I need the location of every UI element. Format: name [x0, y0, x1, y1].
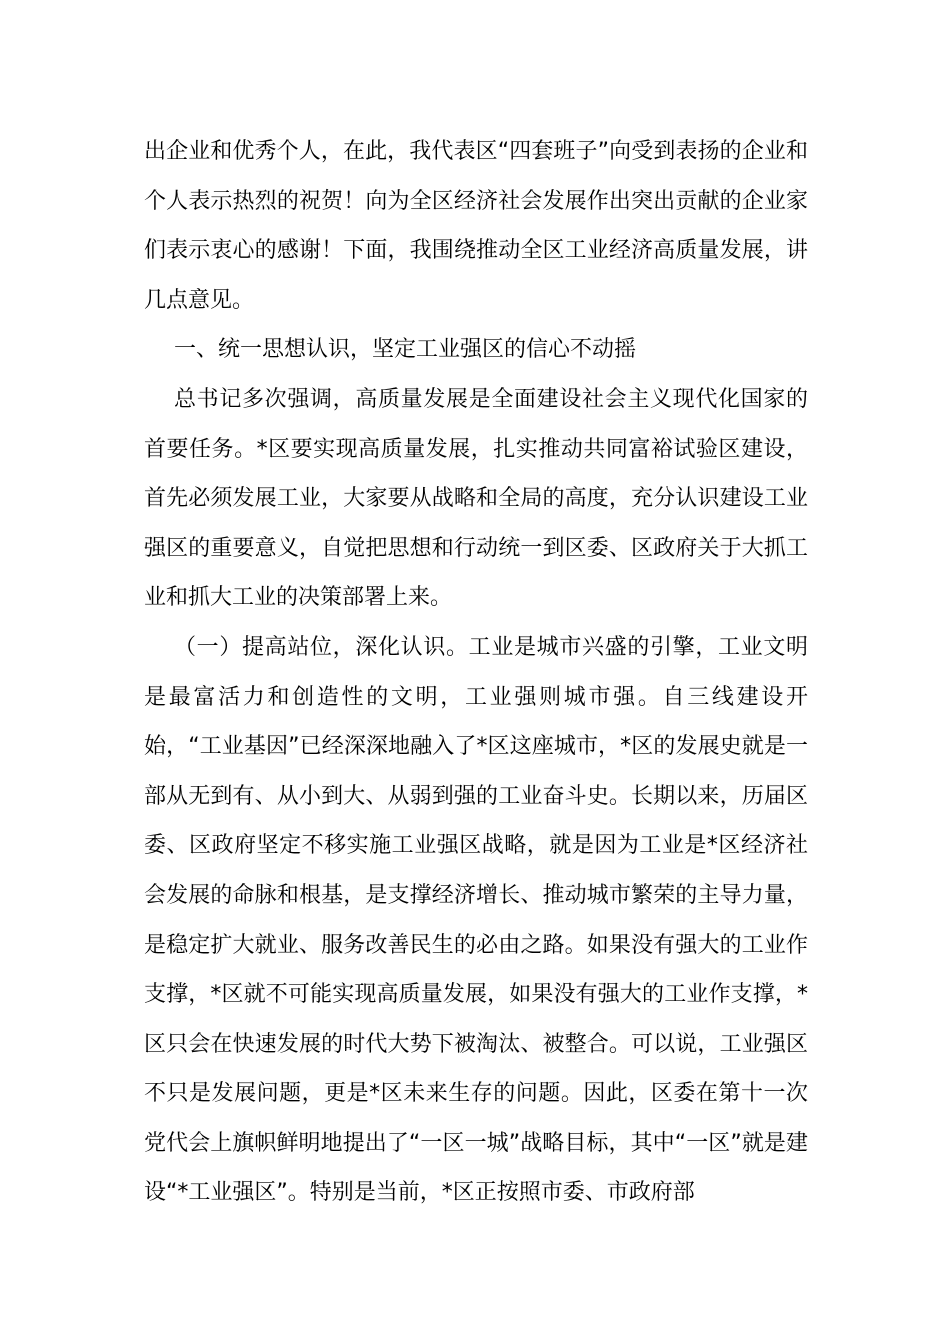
paragraph-body-subsection: （一）提高站位，深化认识。工业是城市兴盛的引擎，工业文明是最富活力和创造性的文明，工业强则城市强。自三线建设开始，“工业基因”已经深深地融入了*区这座城市，*区的发展史就是一部从无到有、从小到大、从弱到强的工业奋斗史。长期以来，历届区委、区政府坚定不移实施工业强区战略，就是因为工业是*区经济社会发展的命脉和根基，是支撑经济增长、推动城市繁荣的主导力量，是稳定扩大就业、服务改善民生的必由之路。如果没有强大的工业作支撑，*区就不可能实现高质量发展，如果没有强大的工业作支撑，*区只会在快速发展的时代大势下被淘汰、被整合。可以说，工业强区不只是发展问题，更是*区未来生存的问题。因此，区委在第十一次党代会上旗帜鲜明地提出了“一区一城”战略目标，其中“一区”就是建设“*工业强区”。特别是当前，*区正按照市委、市政府部: [144, 634, 808, 1206]
paragraph-continuation: 出企业和优秀个人，在此，我代表区“四套班子”向受到表扬的企业和个人表示热烈的祝贺！向为全区经济社会发展作出突出贡献的企业家们表示衷心的感谢！下面，我围绕推动全区工业经济高质量发展，讲几点意见。: [144, 139, 808, 313]
section-heading: 一、统一思想认识，坚定工业强区的信心不动摇: [174, 337, 637, 363]
paragraph-body: 总书记多次强调，高质量发展是全面建设社会主义现代化国家的首要任务。*区要实现高质量发展，扎实推动共同富裕试验区建设，首先必须发展工业，大家要从战略和全局的高度，充分认识建设工业强区的重要意义，自觉把思想和行动统一到区委、区政府关于大抓工业和抓大工业的决策部署上来。: [144, 386, 808, 611]
document-body: [144, 127, 808, 1218]
